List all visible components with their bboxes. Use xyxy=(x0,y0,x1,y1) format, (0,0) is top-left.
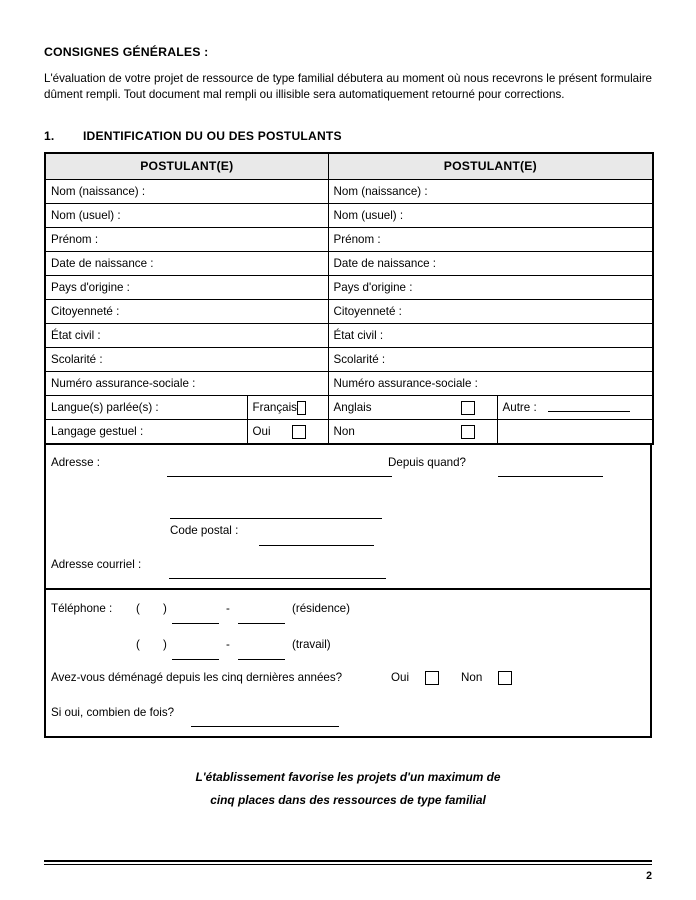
field-label-date-naissance-2[interactable]: Date de naissance : xyxy=(328,252,653,276)
sign-language-option-oui-label: Oui xyxy=(252,424,271,438)
phone-work-suffix-input[interactable] xyxy=(238,648,285,660)
checkbox-moved-no[interactable] xyxy=(498,671,512,685)
how-many-times-label: Si oui, combien de fois? xyxy=(51,706,175,720)
field-label-nas-2[interactable]: Numéro assurance-sociale : xyxy=(328,372,653,396)
field-label-date-naissance-1[interactable]: Date de naissance : xyxy=(45,252,328,276)
field-label-nom-usuel-2[interactable]: Nom (usuel) : xyxy=(328,204,653,228)
sign-language-row xyxy=(45,420,653,445)
section-title: IDENTIFICATION DU OU DES POSTULANTS xyxy=(83,129,342,144)
table-row xyxy=(45,204,653,228)
sign-language-option-non-label: Non xyxy=(333,424,355,438)
phone-work-paren-close: ) xyxy=(163,638,167,652)
since-when-input[interactable] xyxy=(498,465,603,477)
checkbox-moved-yes[interactable] xyxy=(425,671,439,685)
phone-work-paren-open: ( xyxy=(136,638,140,652)
table-header-row xyxy=(45,153,653,180)
sign-language-empty-cell xyxy=(497,420,653,445)
email-input[interactable] xyxy=(169,567,386,579)
table-row xyxy=(45,324,653,348)
footer-note xyxy=(44,766,652,812)
address-label: Adresse : xyxy=(51,456,100,470)
footer-note-line-1: L'établissement favorise les projets d'un maximum de xyxy=(195,770,501,785)
header-postulant-1: POSTULANT(E) xyxy=(45,153,328,180)
language-option-francais-label: Français xyxy=(252,400,297,414)
postal-code-label: Code postal : xyxy=(170,524,239,538)
phone-residence-paren-open: ( xyxy=(136,602,140,616)
field-label-etat-civil-2[interactable]: État civil : xyxy=(328,324,653,348)
footer-rule-thin xyxy=(44,864,652,865)
language-row xyxy=(45,396,653,420)
sign-language-option-non[interactable] xyxy=(328,420,497,445)
moved-question-label: Avez-vous déménagé depuis les cinq dernières années? xyxy=(51,671,343,685)
field-label-pays-origine-1[interactable]: Pays d'origine : xyxy=(45,276,328,300)
email-label: Adresse courriel : xyxy=(51,558,142,572)
table-row xyxy=(45,300,653,324)
address-line-1-input[interactable] xyxy=(167,465,392,477)
language-option-autre-label: Autre : xyxy=(502,401,537,415)
table-row xyxy=(45,228,653,252)
table-row xyxy=(45,276,653,300)
header-postulant-2: POSTULANT(E) xyxy=(328,153,653,180)
checkbox-gestuel-non[interactable] xyxy=(461,425,475,439)
consignes-paragraph: L'évaluation de votre projet de ressource de type familial débutera au moment où nous recevrons le présent formulaire dûment rempli. Tout document mal rempli ou illisible sera automatiquement retourné pour corrections. xyxy=(44,71,652,102)
phone-block xyxy=(44,590,652,738)
table-row xyxy=(45,180,653,204)
field-label-prenom-2[interactable]: Prénom : xyxy=(328,228,653,252)
field-label-nom-usuel-1[interactable]: Nom (usuel) : xyxy=(45,204,328,228)
postal-code-input[interactable] xyxy=(259,534,374,546)
phone-work-prefix-input[interactable] xyxy=(172,648,219,660)
language-option-anglais[interactable] xyxy=(328,396,497,420)
footer-rules xyxy=(44,860,652,882)
address-block xyxy=(44,445,652,590)
how-many-times-input[interactable] xyxy=(191,715,339,727)
footer-note-line-2: cinq places dans des ressources de type familial xyxy=(210,793,486,808)
section-number: 1. xyxy=(44,129,55,144)
phone-residence-paren-close: ) xyxy=(163,602,167,616)
field-label-etat-civil-1[interactable]: État civil : xyxy=(45,324,328,348)
page-number: 2 xyxy=(646,869,652,882)
section-heading xyxy=(44,129,652,143)
table-row xyxy=(45,252,653,276)
checkbox-francais[interactable] xyxy=(297,401,306,415)
identification-table xyxy=(44,152,654,445)
moved-no-label: Non xyxy=(461,671,483,685)
phone-residence-suffix-input[interactable] xyxy=(238,612,285,624)
checkbox-gestuel-oui[interactable] xyxy=(292,425,306,439)
table-row xyxy=(45,348,653,372)
autre-langue-input-line[interactable] xyxy=(548,400,630,412)
field-label-scolarite-1[interactable]: Scolarité : xyxy=(45,348,328,372)
table-row xyxy=(45,372,653,396)
phone-work-dash: - xyxy=(226,638,230,652)
sign-language-row-label: Langage gestuel : xyxy=(45,420,247,445)
field-label-nas-1[interactable]: Numéro assurance-sociale : xyxy=(45,372,328,396)
footer-rule-thick xyxy=(44,860,652,862)
language-option-francais[interactable] xyxy=(247,396,328,420)
field-label-scolarite-2[interactable]: Scolarité : xyxy=(328,348,653,372)
address-line-2-input[interactable] xyxy=(170,507,382,519)
sign-language-option-oui[interactable] xyxy=(247,420,328,445)
language-option-autre[interactable] xyxy=(497,396,653,420)
language-option-anglais-label: Anglais xyxy=(333,400,372,414)
checkbox-anglais[interactable] xyxy=(461,401,475,415)
phone-residence-type-label: (résidence) xyxy=(292,602,350,616)
language-row-label: Langue(s) parlée(s) : xyxy=(45,396,247,420)
field-label-pays-origine-2[interactable]: Pays d'origine : xyxy=(328,276,653,300)
field-label-citoyennete-1[interactable]: Citoyenneté : xyxy=(45,300,328,324)
phone-label: Téléphone : xyxy=(51,602,113,616)
page-content xyxy=(44,45,652,882)
field-label-nom-naissance-1[interactable]: Nom (naissance) : xyxy=(45,180,328,204)
field-label-prenom-1[interactable]: Prénom : xyxy=(45,228,328,252)
field-label-nom-naissance-2[interactable]: Nom (naissance) : xyxy=(328,180,653,204)
phone-residence-prefix-input[interactable] xyxy=(172,612,219,624)
phone-work-type-label: (travail) xyxy=(292,638,331,652)
field-label-citoyennete-2[interactable]: Citoyenneté : xyxy=(328,300,653,324)
moved-yes-label: Oui xyxy=(391,671,410,685)
consignes-title: CONSIGNES GÉNÉRALES : xyxy=(44,45,209,59)
phone-residence-dash: - xyxy=(226,602,230,616)
since-when-label: Depuis quand? xyxy=(388,456,466,470)
